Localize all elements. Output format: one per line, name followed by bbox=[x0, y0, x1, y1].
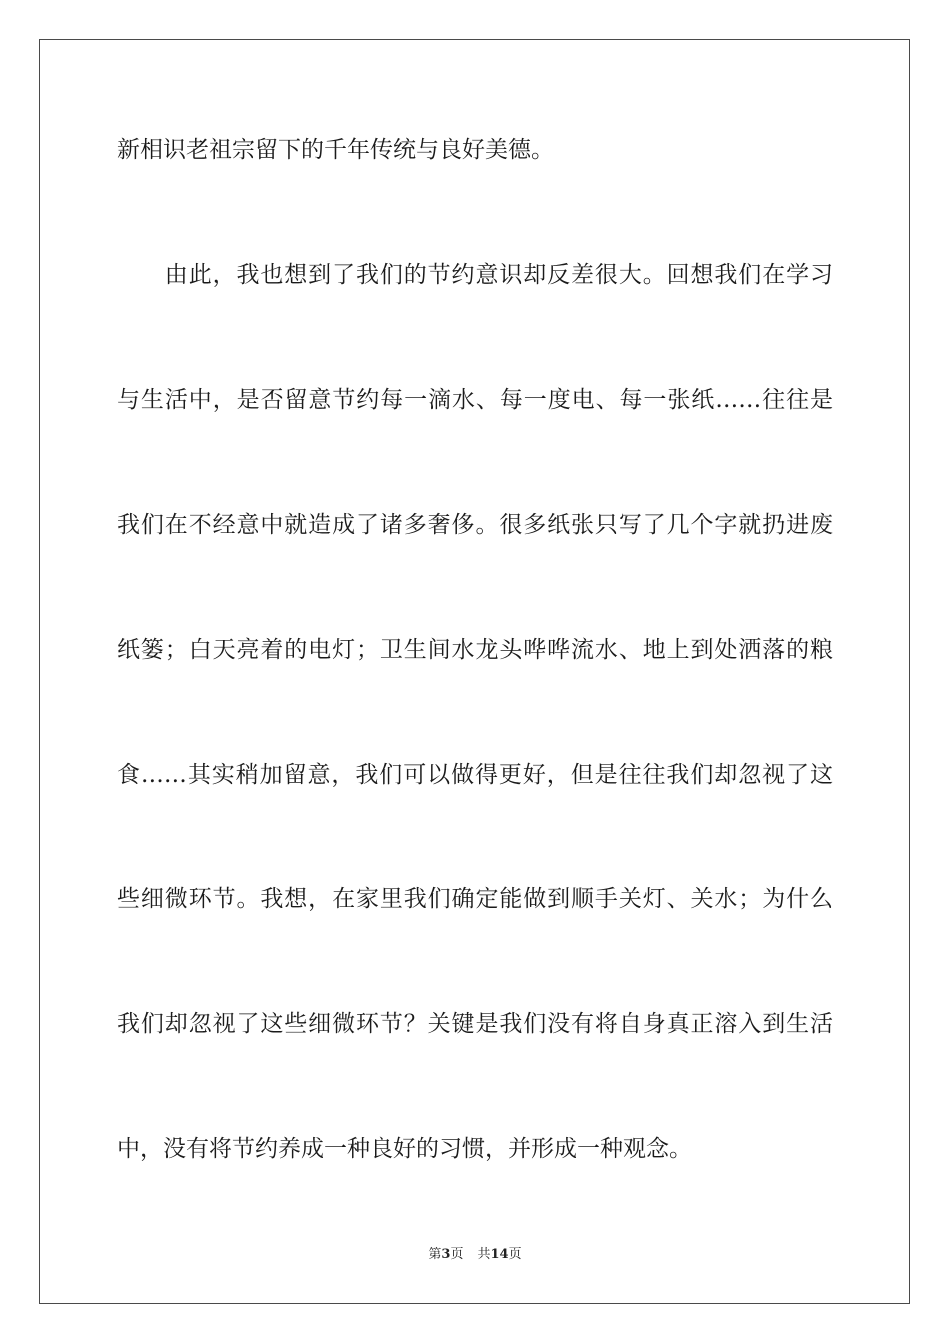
text-line-7: 些细微环节。我想，在家里我们确定能做到顺手关灯、关水；为什么 bbox=[117, 886, 833, 912]
text-line-3: 与生活中，是否留意节约每一滴水、每一度电、每一张纸……往往是 bbox=[117, 387, 833, 413]
text-line-2: 由此，我也想到了我们的节约意识却反差很大。回想我们在学习 bbox=[117, 262, 833, 288]
total-pages-suffix: 页 bbox=[508, 1247, 522, 1262]
text-line-9: 中，没有将节约养成一种良好的习惯，并形成一种观念。 bbox=[117, 1136, 692, 1162]
text-line-1: 新相识老祖宗留下的千年传统与良好美德。 bbox=[117, 137, 554, 163]
page-footer bbox=[0, 1246, 950, 1264]
text-line-6: 食……其实稍加留意，我们可以做得更好，但是往往我们却忽视了这 bbox=[117, 762, 833, 788]
total-pages: 14 bbox=[490, 1247, 509, 1262]
page-number: 3 bbox=[441, 1247, 451, 1262]
text-line-5: 纸篓；白天亮着的电灯；卫生间水龙头哗哗流水、地上到处洒落的粮 bbox=[117, 637, 833, 663]
page-number-suffix: 页 bbox=[450, 1247, 464, 1262]
page-border bbox=[39, 39, 910, 1304]
text-line-8: 我们却忽视了这些细微环节？关键是我们没有将自身真正溶入到生活 bbox=[117, 1011, 833, 1037]
total-pages-prefix: 共 bbox=[477, 1247, 491, 1262]
page-number-prefix: 第 bbox=[428, 1247, 442, 1262]
text-line-4: 我们在不经意中就造成了诸多奢侈。很多纸张只写了几个字就扔进废 bbox=[117, 512, 833, 538]
